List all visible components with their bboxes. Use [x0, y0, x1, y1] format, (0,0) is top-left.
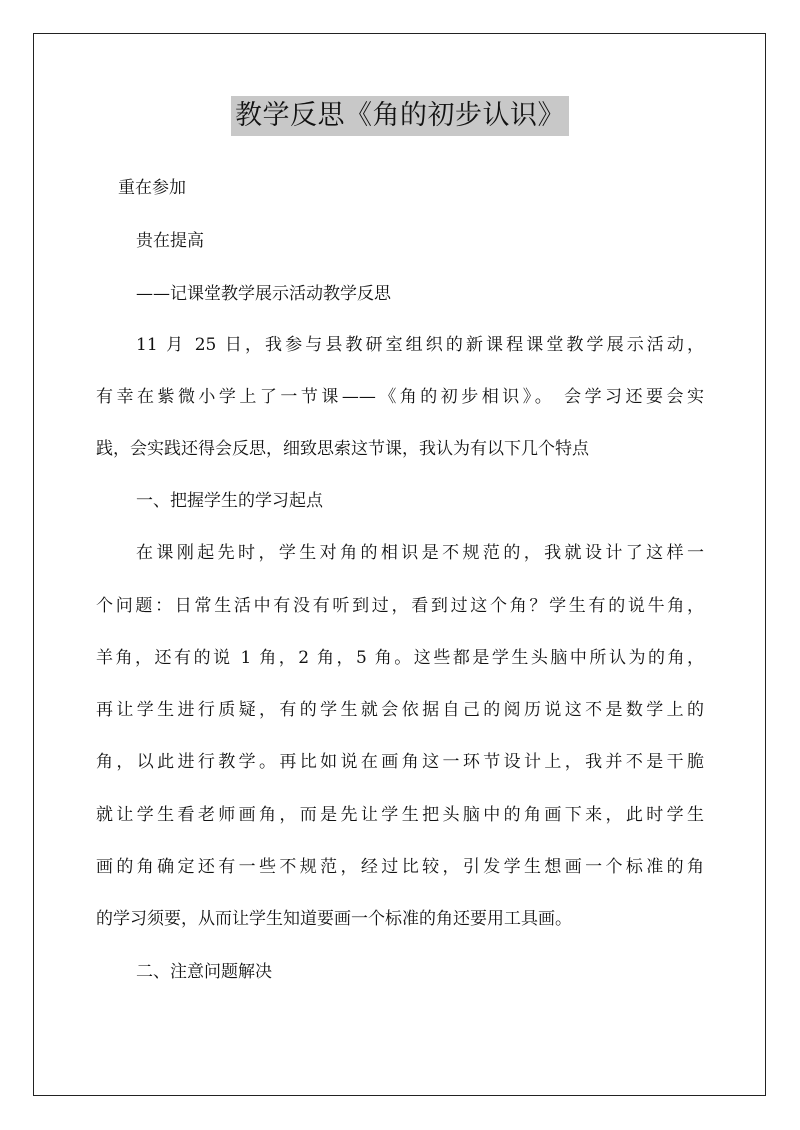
- title-container: [0, 96, 800, 136]
- paragraph-1-line-3: 践，会实践还得会反思，细致思索这节课，我认为有以下几个特点: [96, 439, 589, 459]
- section-heading-1: 一、把握学生的学习起点: [136, 491, 323, 511]
- paragraph-2-line-2: 个问题：日常生活中有没有听到过，看到过这个角？学生有的说牛角，: [96, 596, 704, 616]
- paragraph-1-line-1: 11 月 25 日，我参与县教研室组织的新课程课堂教学展示活动，: [136, 335, 704, 355]
- paragraph-2-line-8: 的学习须要，从而让学生知道要画一个标准的角还要用工具画。: [96, 909, 572, 929]
- subtitle-line-1: 重在参加: [118, 178, 186, 198]
- paragraph-2-line-4: 再让学生进行质疑，有的学生就会依据自己的阅历说这不是数学上的: [96, 700, 704, 720]
- paragraph-2-line-6: 就让学生看老师画角，而是先让学生把头脑中的角画下来，此时学生: [96, 805, 704, 825]
- paragraph-2-line-5: 角，以此进行教学。再比如说在画角这一环节设计上，我并不是干脆: [96, 752, 704, 772]
- paragraph-2-line-3: 羊角，还有的说 1 角，2 角，5 角。这些都是学生头脑中所认为的角，: [96, 648, 704, 668]
- paragraph-2-line-7: 画的角确定还有一些不规范，经过比较，引发学生想画一个标准的角: [96, 857, 704, 877]
- paragraph-1-line-2: 有幸在紫微小学上了一节课——《角的初步相识》。 会学习还要会实: [96, 387, 704, 407]
- document-title: 教学反思《角的初步认识》: [231, 96, 569, 136]
- paragraph-2-line-1: 在课刚起先时，学生对角的相识是不规范的，我就设计了这样一: [136, 543, 704, 563]
- section-heading-2: 二、注意问题解决: [136, 962, 272, 982]
- subtitle-line-3: ——记课堂教学展示活动教学反思: [136, 284, 391, 304]
- subtitle-line-2: 贵在提高: [136, 231, 204, 251]
